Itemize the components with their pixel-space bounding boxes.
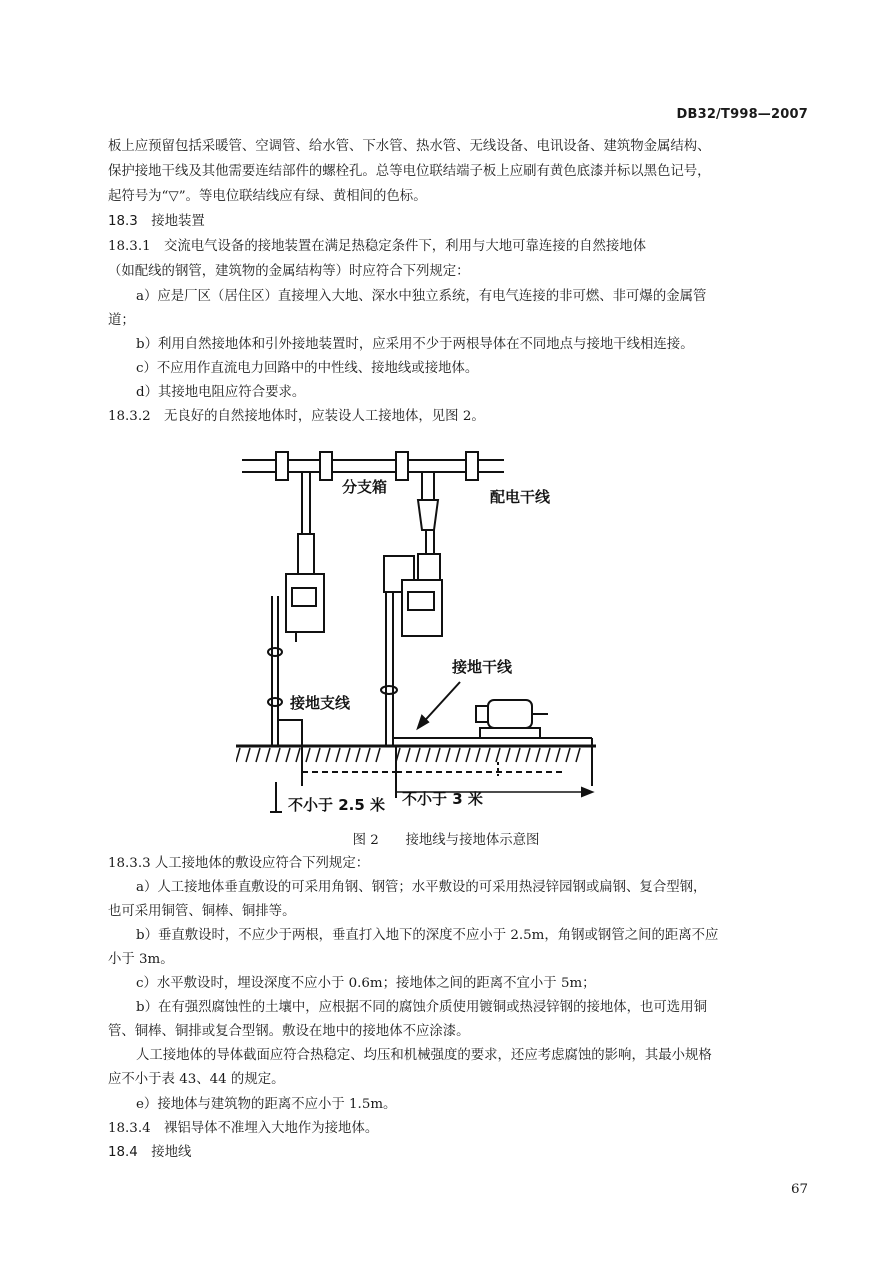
body-line: 应不小于表 43、44 的规定。 [108, 1072, 285, 1087]
body-line: 道； [108, 313, 135, 328]
list-item-a: a）人工接地体垂直敷设的可采用角钢、钢管；水平敷设的可采用热浸锌园钢或扁钢、复合型钢， [136, 880, 707, 895]
clause-18-3-4: 18.3.4 裸铝导体不准埋入大地作为接地体。 [108, 1121, 379, 1136]
section-heading-18-4: 18.4 接地线 [108, 1145, 192, 1160]
body-line: 板上应预留包括采暖管、空调管、给水管、下水管、热水管、无线设备、电讯设备、建筑物金属结构、 [108, 139, 711, 154]
list-item-b: b）垂直敷设时，不应少于两根，垂直打入地下的深度不应小于 2.5m，角钢或钢管之间的距离不应 [136, 928, 719, 943]
body-line: （如配线的钢管，建筑物的金属结构等）时应符合下列规定： [108, 264, 470, 279]
section-heading-18-3: 18.3 接地装置 [108, 214, 205, 229]
label-distribution-trunk: 配电干线 [490, 488, 551, 506]
list-item-b2: b）在有强烈腐蚀性的土壤中，应根据不同的腐蚀介质使用镀铜或热浸锌钢的接地体，也可选用铜 [136, 1000, 707, 1015]
body-line: 起符号为“▽”。等电位联结线应有绿、黄相间的色标。 [108, 189, 427, 204]
body-line: 保护接地干线及其他需要连结部件的螺栓孔。总等电位联结端子板上应刷有黄色底漆并标以黑色记号， [108, 164, 711, 179]
body-line: 小于 3m。 [108, 952, 174, 967]
body-line: 管、铜棒、铜排或复合型钢。敷设在地中的接地体不应涂漆。 [108, 1024, 470, 1039]
list-item-e: e）接地体与建筑物的距离不应小于 1.5m。 [136, 1097, 397, 1112]
label-spacing-min: 不小于 3 米 [402, 790, 483, 808]
page-number: 67 [790, 1182, 808, 1197]
list-item-c: c）水平敷设时，埋设深度不应小于 0.6m；接地体之间的距离不宜小于 5m； [136, 976, 596, 991]
grounding-diagram [236, 446, 606, 816]
clause-18-3-2: 18.3.2 无良好的自然接地体时，应装设人工接地体，见图 2。 [108, 409, 485, 424]
list-item-d: d）其接地电阻应符合要求。 [136, 385, 306, 400]
label-ground-trunk: 接地干线 [452, 658, 513, 676]
clause-18-3-1: 18.3.1 交流电气设备的接地装置在满足热稳定条件下，利用与大地可靠连接的自然接地体 [108, 239, 647, 254]
body-line: 人工接地体的导体截面应符合热稳定、均压和机械强度的要求，还应考虑腐蚀的影响，其最小规格 [136, 1048, 712, 1063]
document-code: DB32/T998—2007 [676, 107, 808, 122]
body-line: 也可采用铜管、铜棒、铜排等。 [108, 904, 296, 919]
list-item-b: b）利用自然接地体和引外接地装置时，应采用不少于两根导体在不同地点与接地干线相连接。 [136, 337, 694, 352]
label-ground-branch: 接地支线 [290, 694, 351, 712]
figure-caption: 图 2 接地线与接地体示意图 [352, 833, 540, 848]
label-branch-box: 分支箱 [342, 478, 388, 496]
list-item-a: a）应是厂区（居住区）直接埋入大地、深水中独立系统，有电气连接的非可燃、非可爆的金属管 [136, 289, 707, 304]
clause-18-3-3: 18.3.3 人工接地体的敷设应符合下列规定： [108, 856, 370, 871]
list-item-c: c）不应用作直流电力回路中的中性线、接地线或接地体。 [136, 361, 479, 376]
label-depth-min: 不小于 2.5 米 [288, 796, 386, 814]
